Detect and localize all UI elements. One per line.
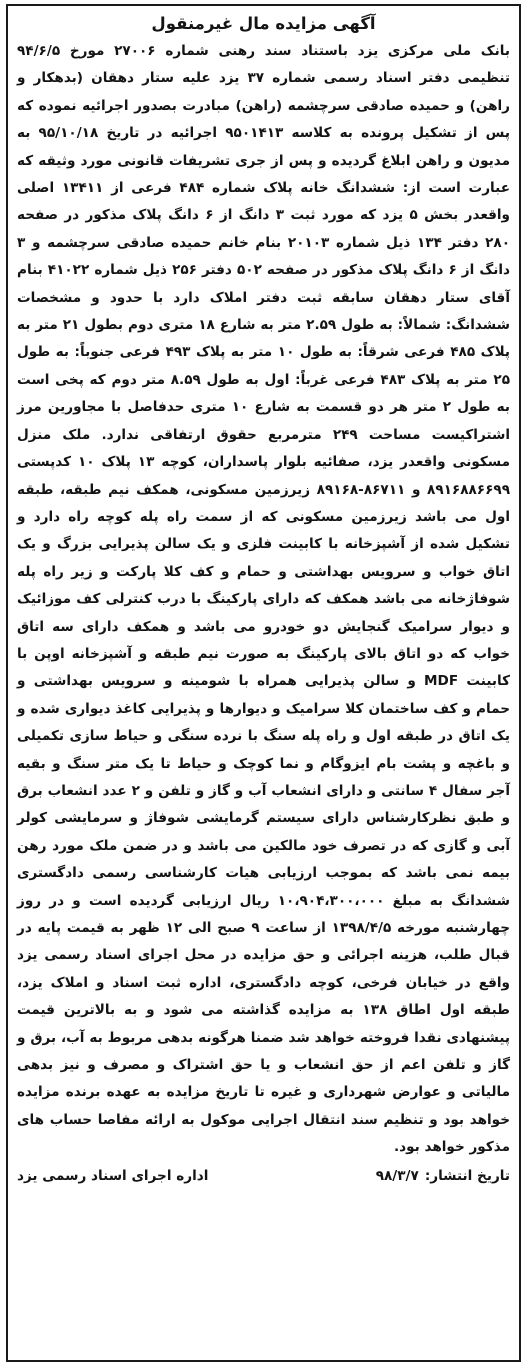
auction-notice (6, 4, 521, 1362)
publication-date (376, 1163, 510, 1189)
issuing-office: اداره اجرای اسناد رسمی یزد (17, 1167, 209, 1184)
notice-footer (17, 1163, 510, 1189)
notice-title: آگهی مزایده مال غیرمنقول (151, 14, 376, 33)
notice-body: بانک ملی مرکزی یزد باستناد سند رهنی شماره ۲۷۰۰۶ مورخ ۹۴/۶/۵ تنظیمی دفتر اسناد رسمی شماره ۳۷ یزد علیه ستار دهقان (بدهکار و راهن) و حمیده صادقی سرچشمه (راهن) مبادرت بصدور اجرائیه نموده که پس از تشکیل پرونده به کلاسه ۹۵۰۱۴۱۳ اجرائیه در تاریخ ۹۵/۱۰/۱۸ به مدیون و راهن ابلاغ گردیده و پس از جری تشریفات قانونی مورد وثیقه که عبارت است از: ششدانگ خانه پلاک شماره ۴۸۴ فرعی از ۱۳۴۱۱ اصلی واقعدر بخش ۵ یزد که مورد ثبت ۳ دانگ از ۶ دانگ پلاک مذکور در صفحه ۲۸۰ دفتر ۱۳۴ ذیل شماره ۲۰۱۰۳ بنام خانم حمیده صادقی سرچشمه و ۳ دانگ از ۶ دانگ پلاک مذکور در صفحه ۵۰۲ دفتر ۲۵۶ ذیل شماره ۴۱۰۲۲ بنام آقای ستار دهقان سابقه ثبت دفتر املاک دارد با حدود و مشخصات ششدانگ: شمالاً: به طول ۲.۵۹ متر به شارع ۱۸ متری دوم بطول ۲۱ متر به پلاک ۴۸۵ فرعی شرقاً: به طول ۱۰ متر به پلاک ۴۹۳ فرعی جنوباً: به طول ۲۵ متر به پلاک ۴۸۳ فرعی غرباً: اول به طول ۸.۵۹ متر دوم که پخی است به طول ۲ متر هر دو قسمت به شارع ۱۰ متری حدفاصل با مجاورین مرز اشتراکیست مساحت ۲۴۹ مترمربع حقوق ارتفاقی ندارد. ملک منزل مسکونی واقعدر یزد، صفائیه بلوار پاسداران، کوچه ۱۳ پلاک ۱۰ کدپستی ۸۹۱۶۸۸۶۶۹۹ و ۸۶۷۱۱-۸۹۱۶۸ زیرزمین مسکونی، همکف نیم طبقه، طبقه اول می باشد زیرزمین مسکونی که از سمت راه پله کوچه راه دارد و تشکیل شده از آشپزخانه با کابینت فلزی و یک سالن پذیرایی بزرگ و یک اتاق خواب و سرویس بهداشتی و حمام و کف کلا پارکت و زیر راه پله شوفاژخانه می باشد همکف که دارای پارکینگ با درب کنترلی کف موزائیک و دیوار سرامیک گنجایش دو خودرو می باشد و همکف دارای سه اتاق خواب که دو اتاق بالای پارکینگ به صورت نیم طبقه و آشپزخانه اوپن با کابینت MDF و سالن پذیرایی همراه با شومینه و سرویس بهداشتی و حمام و کف ساختمان کلا سرامیک و دیوارها و پذیرایی کاغذ دیواری شده و یک اتاق در طبقه اول و راه پله سنگ با نرده سنگی و حیاط سازی تکمیلی و باغچه و پشت بام ایزوگام و نما کوچک و حیاط تا یک متر سنگ و بقیه آجر سفال ۴ سانتی و دارای انشعاب آب و گاز و تلفن و ۲ عدد انشعاب برق و طبق نظرکارشناس دارای سیستم گرمایشی شوفاژ و سرمایشی کولر آبی و گازی که در تصرف خود مالکین می باشد و در ضمن ملک مورد رهن بیمه نمی باشد که بموجب ارزیابی هیات کارشناسی رسمی دادگستری ششدانگ به مبلغ ۱۰،۹۰۴،۳۰۰،۰۰۰ ریال ارزیابی گردیده است و در روز چهارشنبه مورخه ۱۳۹۸/۴/۵ از ساعت ۹ صبح الی ۱۲ ظهر به قیمت پایه در قبال طلب، هزینه اجرائی و حق مزایده در محل اجرای اسناد رسمی یزد واقع در خیابان فرخی، کوچه دادگستری، اداره ثبت اسناد و املاک یزد، طبقه اول اطاق ۱۳۸ به مزایده گذاشته می شود و به بالاترین قیمت پیشنهادی نقدا فروخته خواهد شد ضمنا هرگونه بدهی مربوط به آب، برق و گاز و تلفن اعم از حق انشعاب و یا حق اشتراک و مصرف و نیز بدهی مالیاتی و عوارض شهرداری و غیره تا تاریخ مزایده به عهده برنده مزایده خواهد بود و تنظیم سند انتقال اجرایی موکول به ارائه مفاصا حساب های مذکور خواهد بود. (17, 43, 511, 1156)
publication-date-label: تاریخ انتشار: (424, 1167, 510, 1184)
publication-date-value: ۹۸/۳/۷ (375, 1167, 419, 1184)
